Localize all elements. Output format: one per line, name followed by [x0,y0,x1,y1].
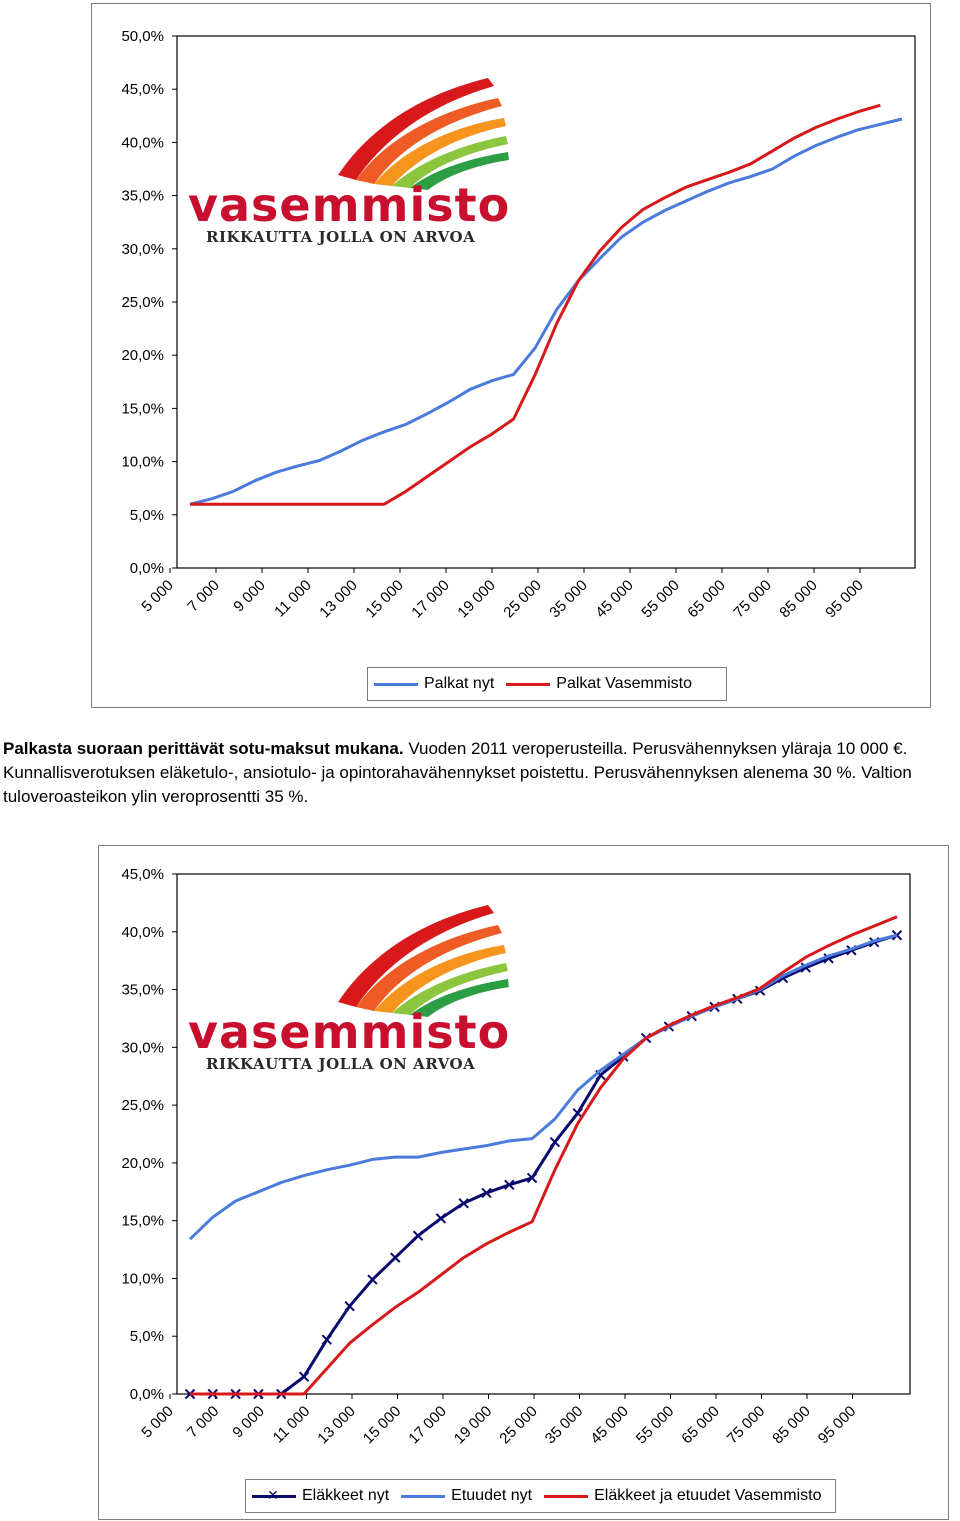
x-tick-label: 9 000 [230,576,269,616]
legend-swatch [544,1490,588,1502]
x-tick-label: 75 000 [730,576,775,622]
data-point [550,1138,559,1147]
x-tick-label: 19 000 [454,576,499,622]
data-point [345,1302,354,1311]
x-tick-label: 17 000 [408,576,453,622]
logo-slogan: RIKKAUTTA JOLLA ON ARVOA [206,1055,476,1073]
legend-label: Eläkkeet nyt [302,1487,390,1504]
y-tick-label: 0,0% [129,560,164,577]
caption-text: Vuoden 2011 veroperusteilla. Perusvähennyksen yläraja 10 000 €. Kunnallisverotuksen eläketulo-, ansiotulo- ja opintorahavähennykset poistettu. Perusvähennyksen alenema 30 %. Valtion tuloveroasteikon ylin veroprosentti 35 %. [3,739,912,806]
x-tick-label: 35 000 [541,1402,587,1448]
x-tick-label: 15 000 [362,576,407,622]
y-tick-label: 10,0% [121,1270,164,1288]
legend-item [401,1487,532,1505]
logo-word: vasemmisto [188,178,511,232]
x-tick-label: 65 000 [684,576,729,622]
legend-swatch: ✕ [252,1490,296,1502]
x-tick-label: 45 000 [587,1402,632,1448]
y-tick-label: 10,0% [121,453,164,471]
y-tick-label: 50,0% [121,28,164,45]
x-tick-label: 17 000 [405,1402,450,1448]
x-tick-label: 19 000 [450,1402,496,1448]
x-tick-label: 25 000 [500,576,545,622]
legend-item [544,1487,821,1505]
legend-swatch [401,1490,445,1502]
y-tick-label: 0,0% [129,1386,164,1403]
y-tick-label: 15,0% [121,400,164,418]
x-tick-label: 5 000 [138,576,177,616]
legend-label: Palkat Vasemmisto [556,675,693,692]
y-tick-label: 30,0% [121,240,164,258]
y-tick-label: 45,0% [121,81,164,99]
x-tick-label: 65 000 [678,1402,723,1448]
caption-bold: Palkasta suoraan perittävät sotu-maksut mukana. [3,739,404,758]
x-tick-label: 45 000 [592,576,637,622]
x-tick-label: 11 000 [271,576,315,621]
x-tick-label: 7 000 [183,1402,223,1442]
y-tick-label: 45,0% [121,866,164,883]
x-tick-label: 55 000 [638,576,683,622]
logo-stripes-bottom [188,897,518,1017]
x-tick-label: 11 000 [269,1402,314,1447]
data-point [436,1214,445,1223]
y-tick-label: 20,0% [121,1154,164,1172]
x-tick-label: 55 000 [632,1402,678,1448]
y-tick-label: 40,0% [121,134,164,152]
x-tick-label: 13 000 [316,576,361,622]
data-point [300,1372,309,1381]
x-tick-label: 95 000 [822,576,867,622]
x-tick-label: 85 000 [769,1402,814,1448]
y-tick-label: 25,0% [121,1097,164,1115]
x-tick-label: 85 000 [776,576,821,622]
x-tick-label: 95 000 [814,1402,860,1448]
x-tick-label: 5 000 [138,1402,177,1442]
x-tick-label: 9 000 [229,1402,268,1442]
legend-item [252,1487,389,1505]
y-tick-label: 30,0% [121,1039,164,1057]
y-tick-label: 15,0% [121,1212,164,1230]
y-tick-label: 5,0% [129,506,164,524]
legend-label: Etuudet nyt [451,1487,533,1504]
y-tick-label: 35,0% [121,981,164,999]
x-tick-label: 35 000 [546,576,591,622]
legend-label: Palkat nyt [424,675,495,692]
y-tick-label: 40,0% [121,923,164,941]
chart2-legend [245,1479,836,1513]
y-tick-label: 5,0% [129,1328,164,1346]
data-point [368,1275,377,1284]
logo-slogan: RIKKAUTTA JOLLA ON ARVOA [206,228,476,246]
y-tick-label: 25,0% [121,294,164,311]
x-tick-label: 13 000 [314,1402,359,1448]
x-tick-label: 25 000 [496,1402,541,1448]
data-point [391,1253,400,1262]
data-point [322,1335,331,1344]
data-point [414,1231,423,1240]
y-tick-label: 35,0% [121,187,164,205]
x-tick-label: 7 000 [184,576,223,616]
y-tick-label: 20,0% [121,347,164,365]
logo-bottom [188,897,518,1077]
x-tick-label: 15 000 [359,1402,405,1448]
logo-word: vasemmisto [188,1005,511,1059]
x-tick-label: 75 000 [723,1402,769,1448]
legend-label: Eläkkeet ja etuudet Vasemmisto [594,1487,822,1504]
